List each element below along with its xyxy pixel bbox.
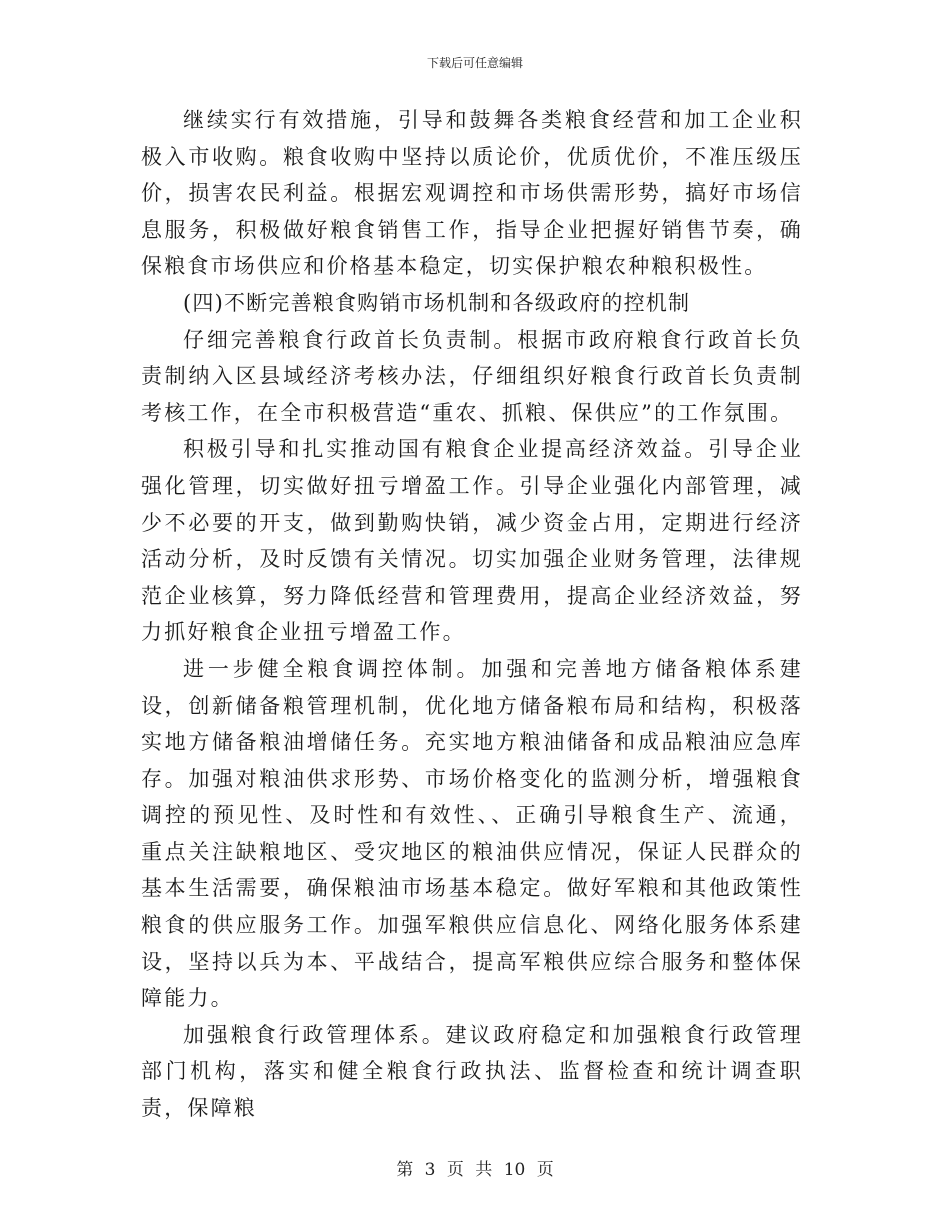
document-body: [141, 102, 803, 1127]
paragraph: 加强粮食行政管理体系。建议政府稳定和加强粮食行政管理部门机构，落实和健全粮食行政执法、监督检查和统计调查职责，保障粮: [141, 1022, 803, 1121]
paragraph: 进一步健全粮食调控体制。加强和完善地方储备粮体系建设，创新储备粮管理机制，优化地方储备粮布局和结构，积极落实地方储备粮油增储任务。充实地方粮油储备和成品粮油应急库存。加强对粮油供求形势、市场价格变化的监测分析，增强粮食调控的预见性、及时性和有效性、、正确引导粮食生产、流通，重点关注缺粮地区、受灾地区的粮油供应情况，保证人民群众的基本生活需要，确保粮油市场基本稳定。做好军粮和其他政策性粮食的供应服务工作。加强军粮供应信息化、网络化服务体系建设，坚持以兵为本、平战结合，提高军粮供应综合服务和整体保障能力。: [141, 656, 803, 1011]
section-heading: (四)不断完善粮食购销市场机制和各级政府的控机制: [183, 290, 691, 315]
page-header: 下载后可任意编辑: [426, 56, 523, 70]
paragraph: 仔细完善粮食行政首长负责制。根据市政府粮食行政首长负责制纳入区县域经济考核办法，仔细组织好粮食行政首长负责制考核工作，在全市积极营造“重农、抓粮、保供应”的工作氛围。: [141, 327, 803, 425]
page-number: 第 3 页 共 10 页: [396, 1160, 554, 1180]
paragraph: 继续实行有效措施，引导和鼓舞各类粮食经营和加工企业积极入市收购。粮食收购中坚持以质论价，优质优价，不准压级压价，损害农民利益。根据宏观调控和市场供需形势，搞好市场信息服务，积极做好粮食销售工作，指导企业把握好销售节奏，确保粮食市场供应和价格基本稳定，切实保护粮农种粮积极性。: [141, 108, 803, 279]
paragraph: 积极引导和扎实推动国有粮食企业提高经济效益。引导企业强化管理，切实做好扭亏增盈工作。引导企业强化内部管理，减少不必要的开支，做到勤购快销，减少资金占用，定期进行经济活动分析，及时反馈有关情况。切实加强企业财务管理，法律规范企业核算，努力降低经营和管理费用，提高企业经济效益，努力抓好粮食企业扭亏增盈工作。: [141, 437, 803, 645]
